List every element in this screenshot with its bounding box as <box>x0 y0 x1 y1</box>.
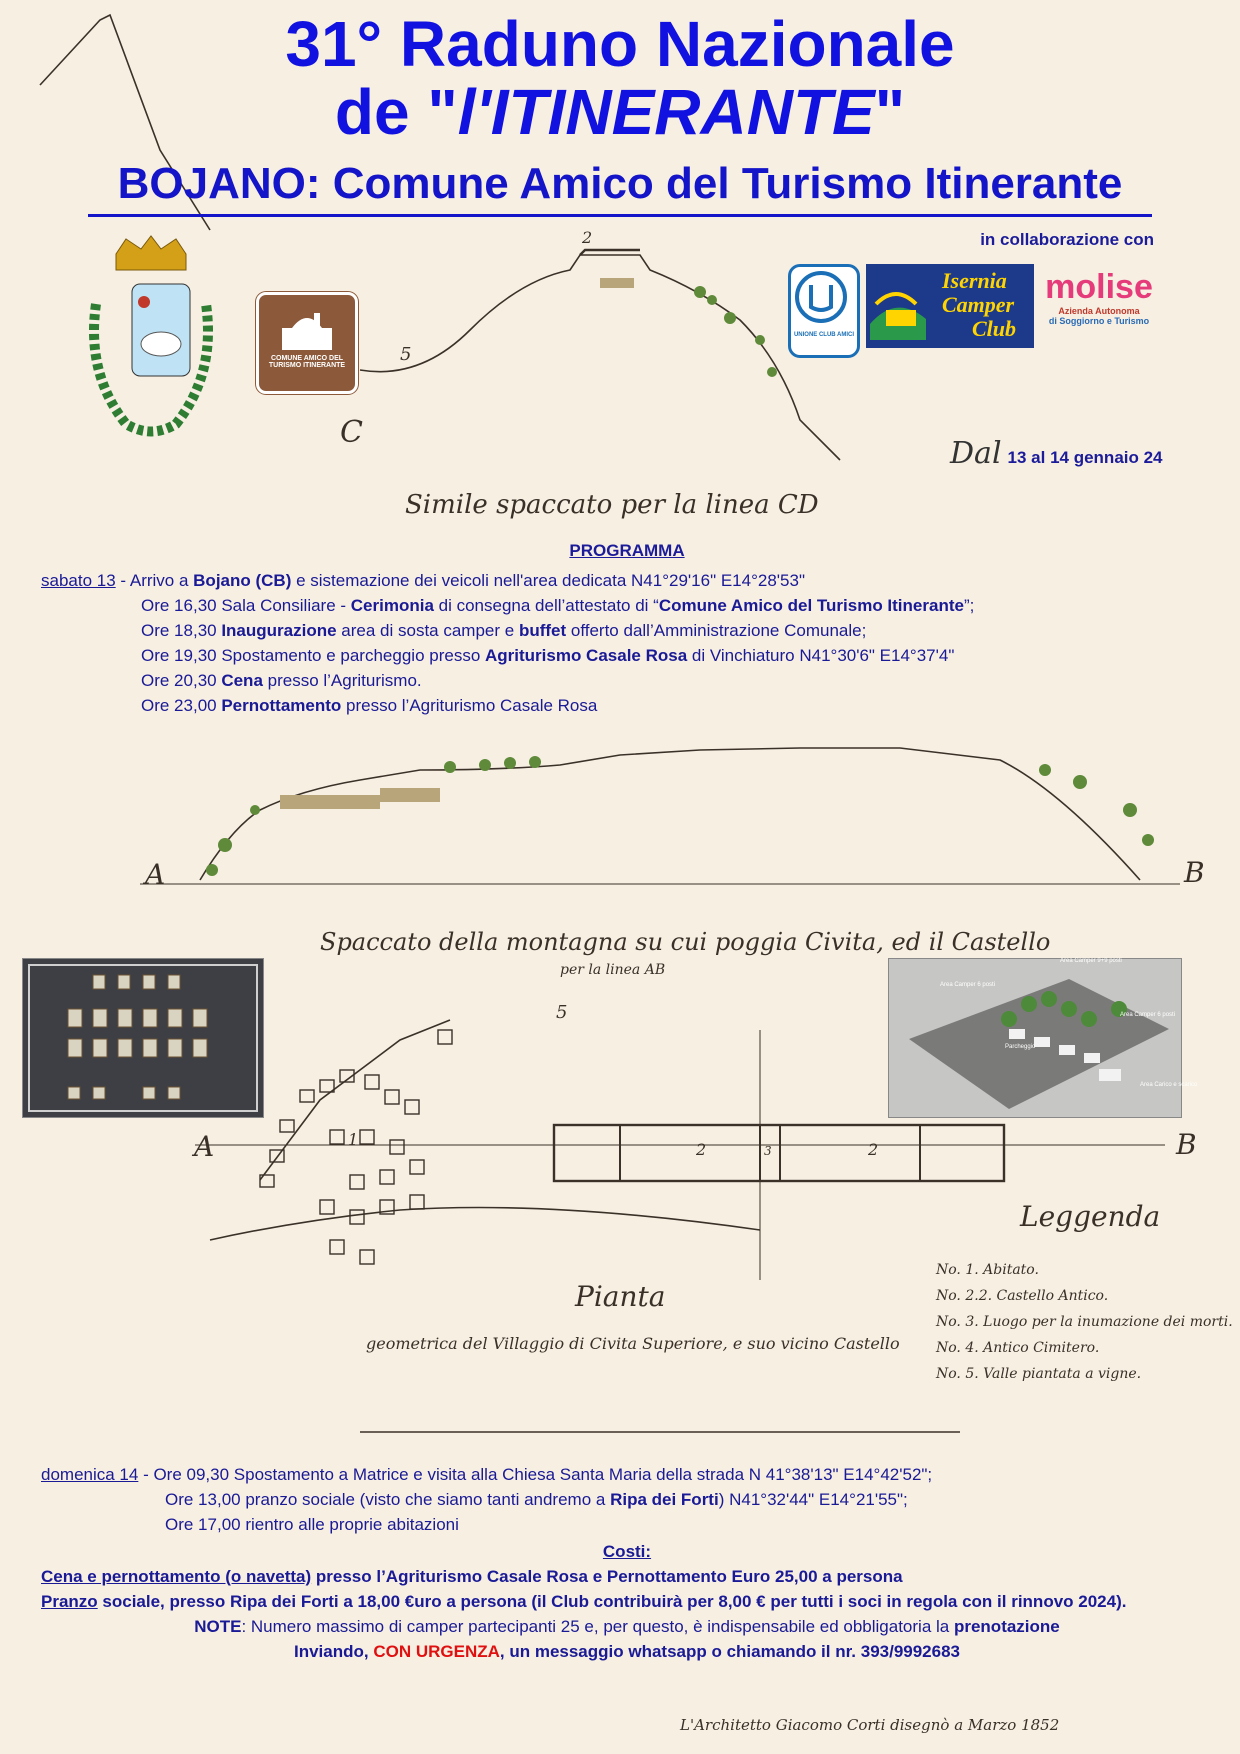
sabato-l5-b: Cena <box>221 671 263 690</box>
sketch-legend-2: No. 2.2. Castello Antico. <box>936 1288 1109 1304</box>
sabato-l4-c: di Vinchiaturo N41°30'6" E14°37'4" <box>687 646 955 665</box>
sabato-l6-c: presso l’Agriturismo Casale Rosa <box>341 696 598 715</box>
page-title-line1: 31° Raduno Nazionale <box>285 8 955 80</box>
page-subtitle: BOJANO: Comune Amico del Turismo Itinerante <box>88 156 1152 217</box>
sketch-label-a2: A <box>194 1130 215 1163</box>
sabato-day: sabato 13 <box>41 571 116 590</box>
sketch-label-b2: B <box>1176 1128 1197 1161</box>
sketch-label-3: 3 <box>764 1144 772 1158</box>
con-urgenza: CON URGENZA <box>373 1642 500 1661</box>
render-label-3: Area Camper 6 posti <box>1120 1012 1176 1018</box>
molise-line2: di Soggiorno e Turismo <box>1048 316 1150 326</box>
event-dates <box>950 436 1163 471</box>
uca-icon <box>791 267 851 327</box>
title-quote-open: de " <box>334 76 458 148</box>
plan-path <box>210 1208 760 1241</box>
ox-icon <box>141 332 181 356</box>
plan-road <box>260 1020 450 1180</box>
sabato-l5-a: Ore 20,30 <box>141 671 222 690</box>
sketch-label-2b: 2 <box>696 1140 707 1159</box>
sabato-l5-c: presso l’Agriturismo. <box>262 671 422 690</box>
sketch-label-b1: B <box>1184 856 1205 889</box>
dates-dal: Dal <box>950 436 1002 471</box>
sketch-signature: L'Architetto Giacomo Corti disegnò a Marzo 1852 <box>680 1716 1060 1734</box>
profile-ab-line <box>200 748 1140 880</box>
sketch-leggenda: Leggenda <box>1020 1200 1161 1233</box>
note-prenotazione: prenotazione <box>953 1617 1060 1636</box>
sabato-line-3 <box>141 621 866 641</box>
costi-c2-a: Pranzo <box>41 1592 98 1611</box>
inviando-line <box>0 1642 1240 1662</box>
sabato-line-1 <box>41 571 805 591</box>
molise-line1: Azienda Autonoma <box>1058 306 1140 316</box>
isernia-camper-club-logo <box>866 264 1034 348</box>
sabato-l1-c: e sistemazione dei veicoli nell'area dedicata N41°29'16" E14°28'53" <box>291 571 805 590</box>
sabato-l3-b: Inaugurazione <box>221 621 337 640</box>
domenica-l2-c: ) N41°32'44" E14°21'55"; <box>718 1490 908 1509</box>
sketch-caption-ab: Spaccato della montagna su cui poggia Civita, ed il Castello <box>320 928 1051 956</box>
costi-c1-a: Cena e pernottamento (o navetta) <box>41 1567 312 1586</box>
camper-area-render-photo <box>888 958 1182 1118</box>
molise-wordmark: molise <box>1045 268 1153 306</box>
costi-line-1 <box>41 1567 903 1587</box>
sketch-legend-4: No. 4. Antico Cimitero. <box>936 1340 1100 1356</box>
domenica-line-1 <box>41 1465 932 1485</box>
dates-range: 13 al 14 gennaio 24 <box>1007 448 1163 467</box>
sabato-line-2 <box>141 596 974 616</box>
isernia-line2: Camper <box>942 292 1015 317</box>
camper-area-plan-photo <box>22 958 264 1118</box>
inviando-a: Inviando, <box>293 1642 374 1661</box>
sketch-label-2a: 2 <box>582 228 593 247</box>
sabato-l4-b: Agriturismo Casale Rosa <box>485 646 688 665</box>
sabato-l2-d: Comune Amico del Turismo Itinerante <box>658 596 964 615</box>
molise-logo <box>1044 268 1154 348</box>
badge-line2: TURISMO ITINERANTE <box>268 362 346 369</box>
sabato-l6-a: Ore 23,00 <box>141 696 222 715</box>
sabato-l2-c: di consegna dell’attestato di “ <box>433 596 659 615</box>
isernia-line3: Club <box>972 316 1017 341</box>
sabato-l2-b: Cerimonia <box>350 596 434 615</box>
costi-heading: Costi: <box>602 1542 652 1561</box>
sabato-l4-a: Ore 19,30 Spostamento e parcheggio presso <box>141 646 485 665</box>
isernia-line1: Isernia <box>942 268 1007 293</box>
sabato-l6-b: Pernottamento <box>221 696 342 715</box>
render-label-4: Parcheggio <box>1005 1044 1036 1050</box>
comune-amico-badge <box>256 292 358 394</box>
sketch-label-1: 1 <box>348 1130 359 1149</box>
sabato-line-4 <box>141 646 954 666</box>
render-label-5: Area Carico e scarico <box>1140 1082 1198 1088</box>
sabato-l3-a: Ore 18,30 <box>141 621 222 640</box>
sketch-caption-ab-sub: per la linea AB <box>560 962 666 978</box>
sabato-l2-a: Ore 16,30 Sala Consiliare - <box>141 596 351 615</box>
title-itinerante: l'ITINERANTE <box>457 76 875 148</box>
sabato-l1-b: Bojano (CB) <box>193 571 292 590</box>
sabato-line-6 <box>141 696 597 716</box>
sabato-line-5 <box>141 671 422 691</box>
programma-heading: PROGRAMMA <box>569 541 685 560</box>
sketch-pianta: Pianta <box>575 1280 666 1313</box>
domenica-line-3: Ore 17,00 rientro alle proprie abitazioni <box>165 1515 459 1534</box>
render-label-1: Area Camper 9+9 posti <box>1060 958 1122 964</box>
sketch-legend-3: No. 3. Luogo per la inumazione dei morti. <box>936 1314 1233 1330</box>
inviando-c: , un messaggio whatsapp o chiamando il nr. 393/9992683 <box>499 1642 961 1661</box>
sketch-caption-cd: Simile spaccato per la linea CD <box>405 490 819 520</box>
note-text: : Numero massimo di camper partecipanti 25 e, per questo, è indispensabile ed obbligatoria la <box>241 1617 954 1636</box>
domenica-day: domenica 14 <box>41 1465 139 1484</box>
sabato-l2-e: ”; <box>963 596 975 615</box>
costi-c2-b: sociale, presso Ripa dei Forti a 18,00 €uro a persona (il Club contribuirà per 8,00 € per tutti i soci in regola con il rinnovo 2024). <box>97 1592 1127 1611</box>
badge-line1: COMUNE AMICO DEL <box>270 355 344 362</box>
note-line <box>0 1617 1240 1637</box>
sketch-legend-1: No. 1. Abitato. <box>936 1262 1039 1278</box>
town-icon <box>272 303 342 353</box>
sketch-label-5a: 5 <box>400 344 412 365</box>
note-label: NOTE <box>194 1617 242 1636</box>
sketch-label-5b: 5 <box>556 1002 568 1023</box>
title-quote-close: " <box>874 76 906 148</box>
domenica-line-2 <box>165 1490 908 1510</box>
bojano-coat-of-arms <box>86 234 216 454</box>
domenica-l1: - Ore 09,30 Spostamento a Matrice e visita alla Chiesa Santa Maria della strada N 41°38'13" E14°42'52"; <box>138 1465 933 1484</box>
sketch-pianta-sub: geometrica del Villaggio di Civita Superiore, e suo vicino Castello <box>366 1334 900 1353</box>
costi-c1-b: presso l’Agriturismo Casale Rosa e Pernottamento Euro 25,00 a persona <box>311 1567 903 1586</box>
domenica-l2-a: Ore 13,00 pranzo sociale (visto che siamo tanti andremo a <box>165 1490 611 1509</box>
unione-club-amici-logo <box>788 264 860 358</box>
sabato-l3-e: offerto dall’Amministrazione Comunale; <box>566 621 867 640</box>
render-label-2: Area Camper 6 posti <box>940 982 996 988</box>
sabato-l3-c: area di sosta camper e <box>336 621 519 640</box>
page-title-line2 <box>0 76 1240 148</box>
costi-line-2 <box>41 1592 1126 1612</box>
sketch-legend-5: No. 5. Valle piantata a vigne. <box>936 1366 1142 1382</box>
crown-icon <box>116 236 186 270</box>
camper-icon <box>866 264 932 348</box>
uca-label: UNIONE CLUB AMICI <box>793 332 855 338</box>
sabato-l1-a: - Arrivo a <box>115 571 194 590</box>
domenica-l2-b: Ripa dei Forti <box>610 1490 719 1509</box>
sketch-label-a1: A <box>145 858 166 891</box>
collaboration-label: in collaborazione con <box>980 230 1154 249</box>
sketch-label-c: C <box>340 415 363 450</box>
sabato-l3-d: buffet <box>518 621 567 640</box>
sketch-label-2c: 2 <box>868 1140 879 1159</box>
